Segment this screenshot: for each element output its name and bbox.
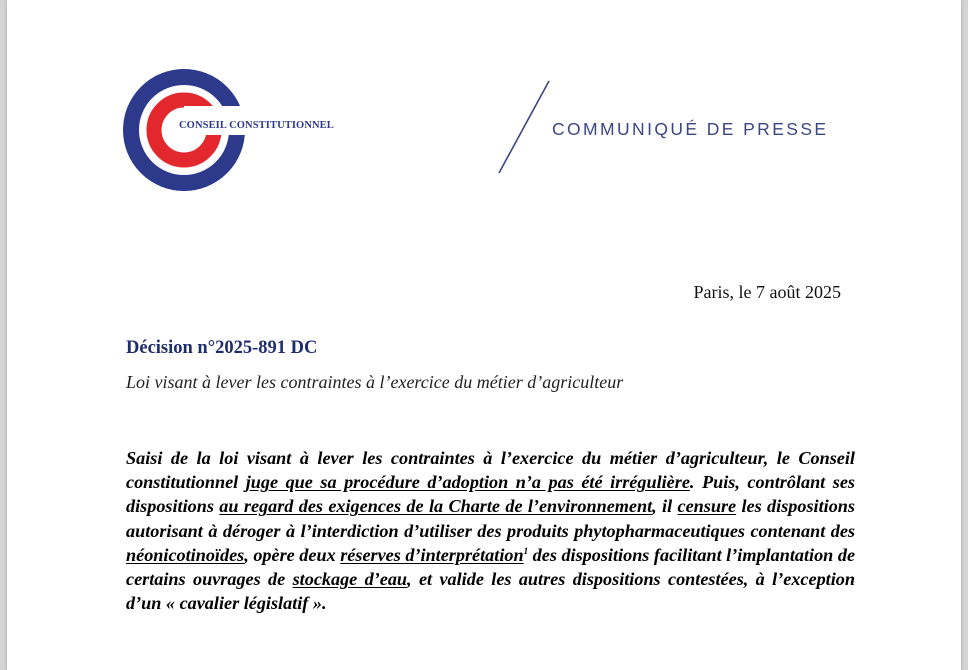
document-page <box>7 0 961 670</box>
decision-title: Décision n°2025-891 DC <box>126 338 318 358</box>
summary-text: , opère deux <box>244 544 341 565</box>
law-title: Loi visant à lever les contraintes à l’exercice du métier d’agriculteur <box>126 372 624 392</box>
summary-text: Saisi de la loi visant à lever les contraintes à l’exercice du métier d’agriculteur, le Conseil constitutionnel <box>126 448 855 493</box>
date-line: Paris, le 7 août 2025 <box>693 282 841 302</box>
underlined-phrase: juge que sa procédure d’adoption n’a pas été irrégulière <box>245 472 690 493</box>
summary-text: les dispositions autorisant à déroger à l’interdiction d’utiliser des produits phytopharmaceutiques contenant des <box>126 496 855 541</box>
header-divider-slash <box>492 78 552 176</box>
press-release-label: COMMUNIQUÉ DE PRESSE <box>552 119 829 139</box>
underlined-phrase: censure <box>677 496 737 517</box>
underlined-phrase: néonicotinoïdes <box>126 544 245 565</box>
summary-text: , il <box>652 496 678 517</box>
summary-text: des dispositions facilitant l’implantation de certains ouvrages de <box>126 544 856 590</box>
decision-summary <box>126 446 855 615</box>
underlined-phrase: au regard des exigences de la Charte de l’environnement <box>219 496 653 517</box>
summary-text: , et valide les autres dispositions contestées, à l’exception d’un « cavalier législatif ». <box>126 569 855 614</box>
underlined-phrase: réserves d’interprétation <box>340 544 524 565</box>
underlined-phrase: stockage d’eau <box>292 569 408 590</box>
footnote-marker[interactable]: 1 <box>523 545 529 556</box>
summary-text: . Puis, contrôlant ses dispositions <box>126 472 855 517</box>
logo-text: CONSEIL CONSTITUTIONNEL <box>179 120 334 131</box>
